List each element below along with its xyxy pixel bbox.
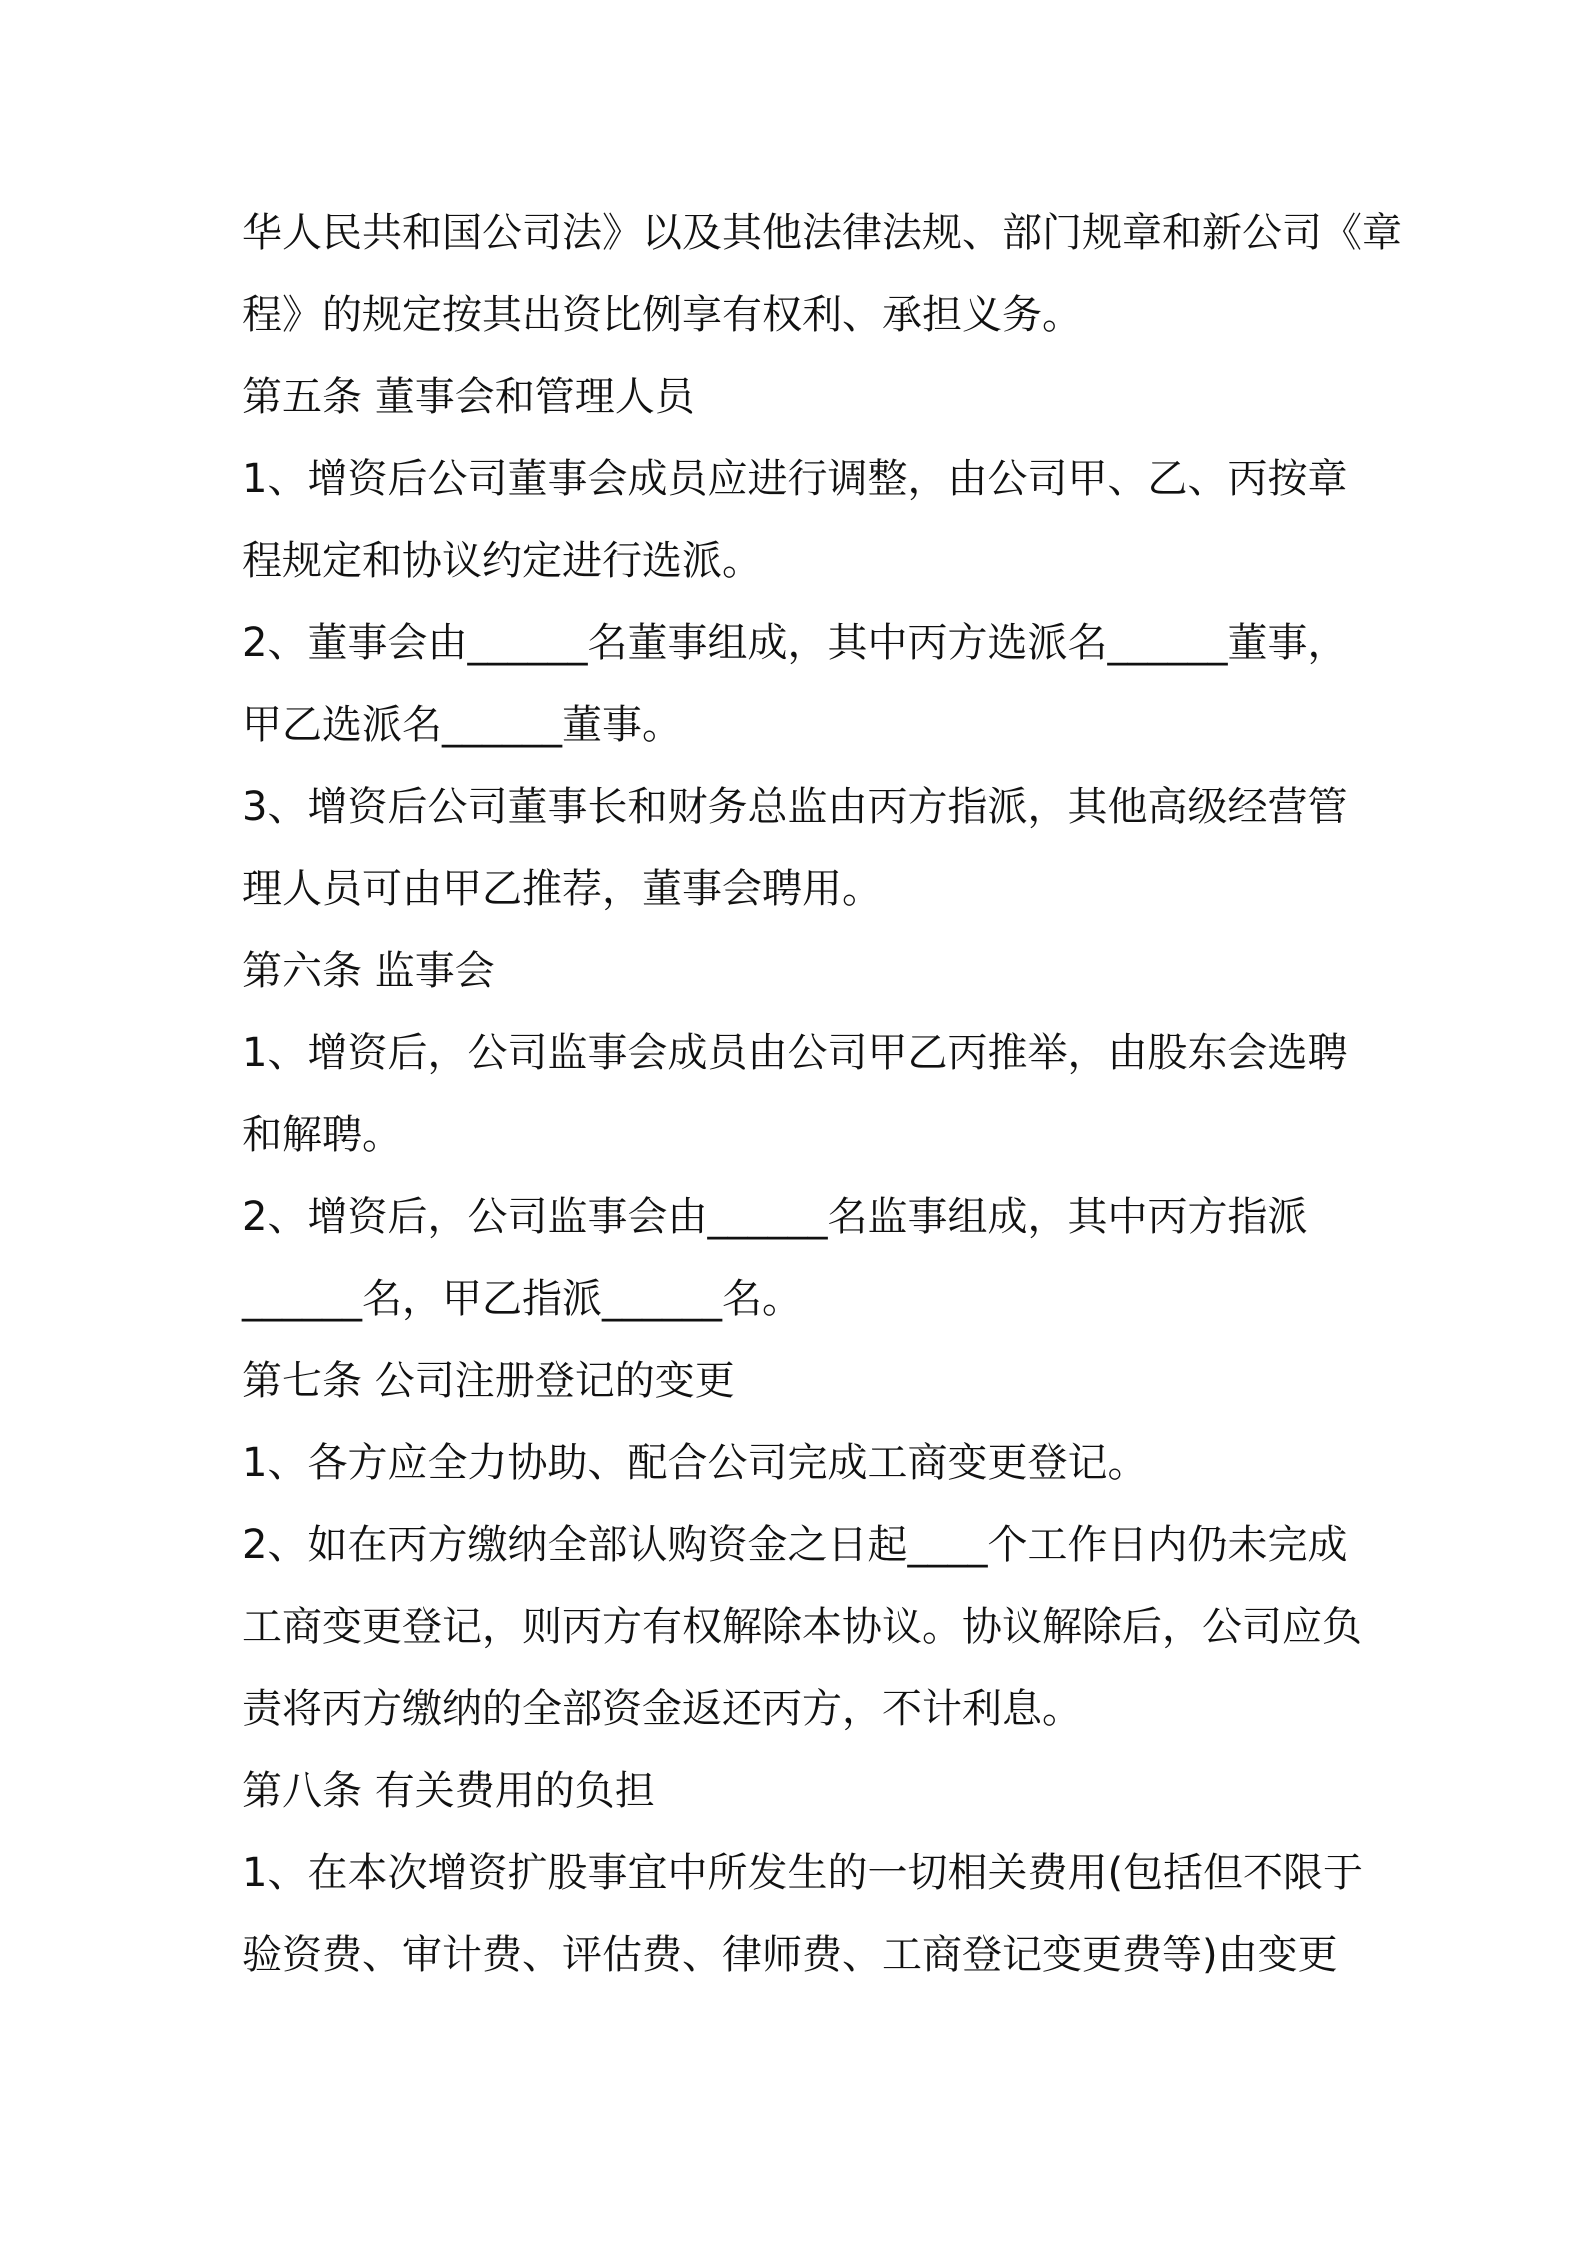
text-line: 3、增资后公司董事长和财务总监由丙方指派，其他高级经营管 <box>242 784 1348 830</box>
text-line: 华人民共和国公司法》以及其他法律法规、部门规章和新公司《章 <box>242 210 1402 256</box>
text-line: 1、各方应全力协助、配合公司完成工商变更登记。 <box>242 1440 1148 1486</box>
article-heading: 第七条 公司注册登记的变更 <box>242 1358 735 1404</box>
article-heading: 第六条 监事会 <box>242 948 495 994</box>
text-line: 2、增资后，公司监事会由______名监事组成，其中丙方指派 <box>242 1194 1308 1240</box>
text-line: 1、在本次增资扩股事宜中所发生的一切相关费用(包括但不限于 <box>242 1850 1364 1896</box>
text-line: 1、增资后公司董事会成员应进行调整，由公司甲、乙、丙按章 <box>242 456 1348 502</box>
article-heading: 第八条 有关费用的负担 <box>242 1768 655 1814</box>
text-line: 责将丙方缴纳的全部资金返还丙方，不计利息。 <box>242 1686 1082 1732</box>
text-line: 程》的规定按其出资比例享有权利、承担义务。 <box>242 292 1082 338</box>
text-line: 和解聘。 <box>242 1112 402 1158</box>
text-line: 程规定和协议约定进行选派。 <box>242 538 762 584</box>
document-body <box>242 192 1402 1996</box>
text-line: 验资费、审计费、评估费、律师费、工商登记变更费等)由变更 <box>242 1932 1338 1978</box>
text-line: 1、增资后，公司监事会成员由公司甲乙丙推举，由股东会选聘 <box>242 1030 1348 1076</box>
text-line: ______名，甲乙指派______名。 <box>242 1276 802 1322</box>
text-line: 工商变更登记，则丙方有权解除本协议。协议解除后，公司应负 <box>242 1604 1362 1650</box>
text-line: 理人员可由甲乙推荐，董事会聘用。 <box>242 866 882 912</box>
article-heading: 第五条 董事会和管理人员 <box>242 374 695 420</box>
text-line: 2、董事会由______名董事组成，其中丙方选派名______董事， <box>242 620 1348 666</box>
text-line: 甲乙选派名______董事。 <box>242 702 682 748</box>
text-line: 2、如在丙方缴纳全部认购资金之日起____个工作日内仍未完成 <box>242 1522 1348 1568</box>
